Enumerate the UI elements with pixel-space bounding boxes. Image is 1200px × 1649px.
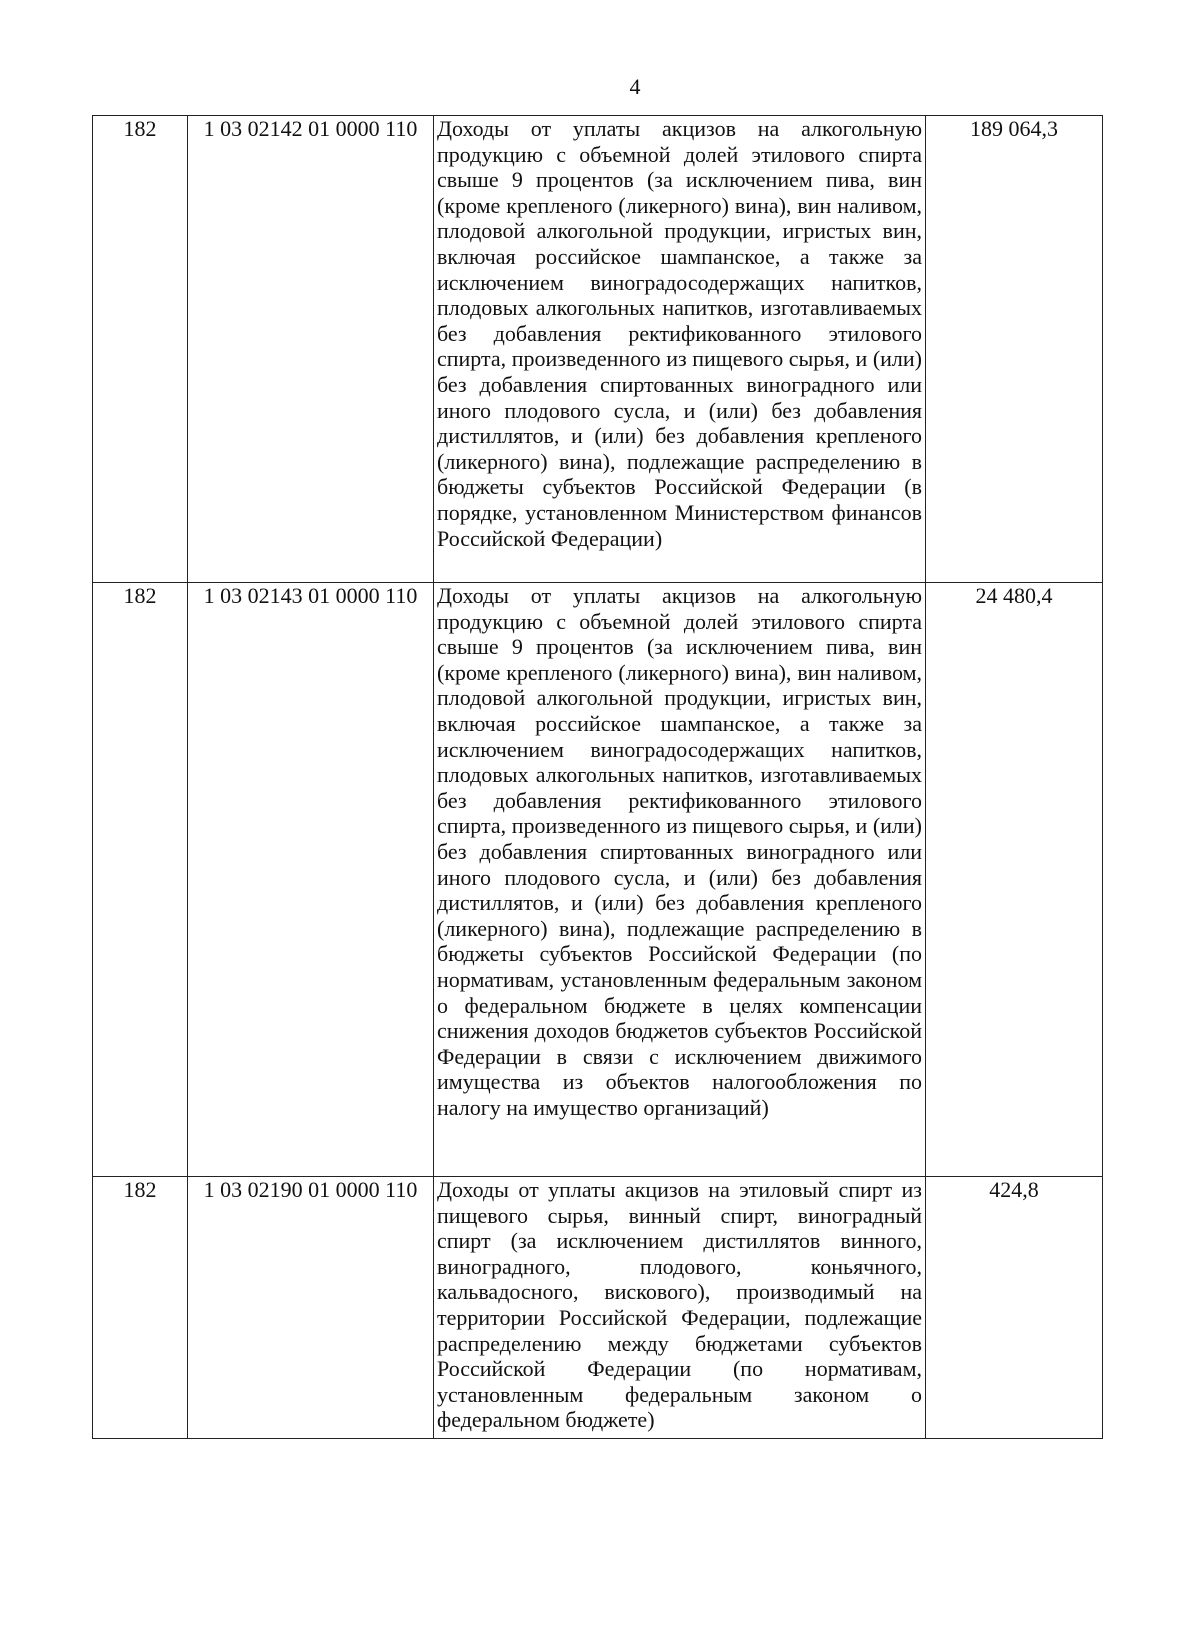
amount-cell: 424,8: [926, 1177, 1103, 1439]
table-row: [93, 116, 1103, 583]
table-row: [93, 583, 1103, 1177]
admin-code-cell: 182: [93, 1177, 188, 1439]
revenue-table: [92, 115, 1103, 1439]
admin-code-cell: 182: [93, 583, 188, 1177]
description-cell: Доходы от уплаты акцизов на этиловый спирт из пищевого сырья, винный спирт, виноградный спирт (за исключением дистиллятов винного, виноградного, плодового, коньячного, кальвадосного, вискового), производимый на территории Российской Федерации, подлежащие распределению между бюджетами субъектов Российской Федерации (по нормативам, установленным федеральным законом о федеральном бюджете): [434, 1177, 926, 1439]
budget-code-cell: 1 03 02142 01 0000 110: [188, 116, 434, 583]
description-cell: Доходы от уплаты акцизов на алкогольную продукцию с объемной долей этилового спирта свыше 9 процентов (за исключением пива, вин (кроме крепленого (ликерного) вина), вин наливом, плодовой алкогольной продукции, игристых вин, включая российское шампанское, а также за исключением виноградосодержащих напитков, плодовых алкогольных напитков, изготавливаемых без добавления ректификованного этилового спирта, произведенного из пищевого сырья, и (или) без добавления спиртованных виноградного или иного плодового сусла, и (или) без добавления дистиллятов, и (или) без добавления крепленого (ликерного) вина), подлежащие распределению в бюджеты субъектов Российской Федерации (в порядке, установленном Министерством финансов Российской Федерации): [434, 116, 926, 583]
amount-cell: 189 064,3: [926, 116, 1103, 583]
table-row: [93, 1177, 1103, 1439]
description-cell: Доходы от уплаты акцизов на алкогольную продукцию с объемной долей этилового спирта свыше 9 процентов (за исключением пива, вин (кроме крепленого (ликерного) вина), вин наливом, плодовой алкогольной продукции, игристых вин, включая российское шампанское, а также за исключением виноградосодержащих напитков, плодовых алкогольных напитков, изготавливаемых без добавления ректификованного этилового спирта, произведенного из пищевого сырья, и (или) без добавления спиртованных виноградного или иного плодового сусла, и (или) без добавления дистиллятов, и (или) без добавления крепленого (ликерного) вина), подлежащие распределению в бюджеты субъектов Российской Федерации (по нормативам, установленным федеральным законом о федеральном бюджете в целях компенсации снижения доходов бюджетов субъектов Российской Федерации в связи с исключением движимого имущества из объектов налогообложения по налогу на имущество организаций): [434, 583, 926, 1177]
budget-code-cell: 1 03 02143 01 0000 110: [188, 583, 434, 1177]
page-number: 4: [629, 74, 641, 99]
amount-cell: 24 480,4: [926, 583, 1103, 1177]
budget-code-cell: 1 03 02190 01 0000 110: [188, 1177, 434, 1439]
admin-code-cell: 182: [93, 116, 188, 583]
